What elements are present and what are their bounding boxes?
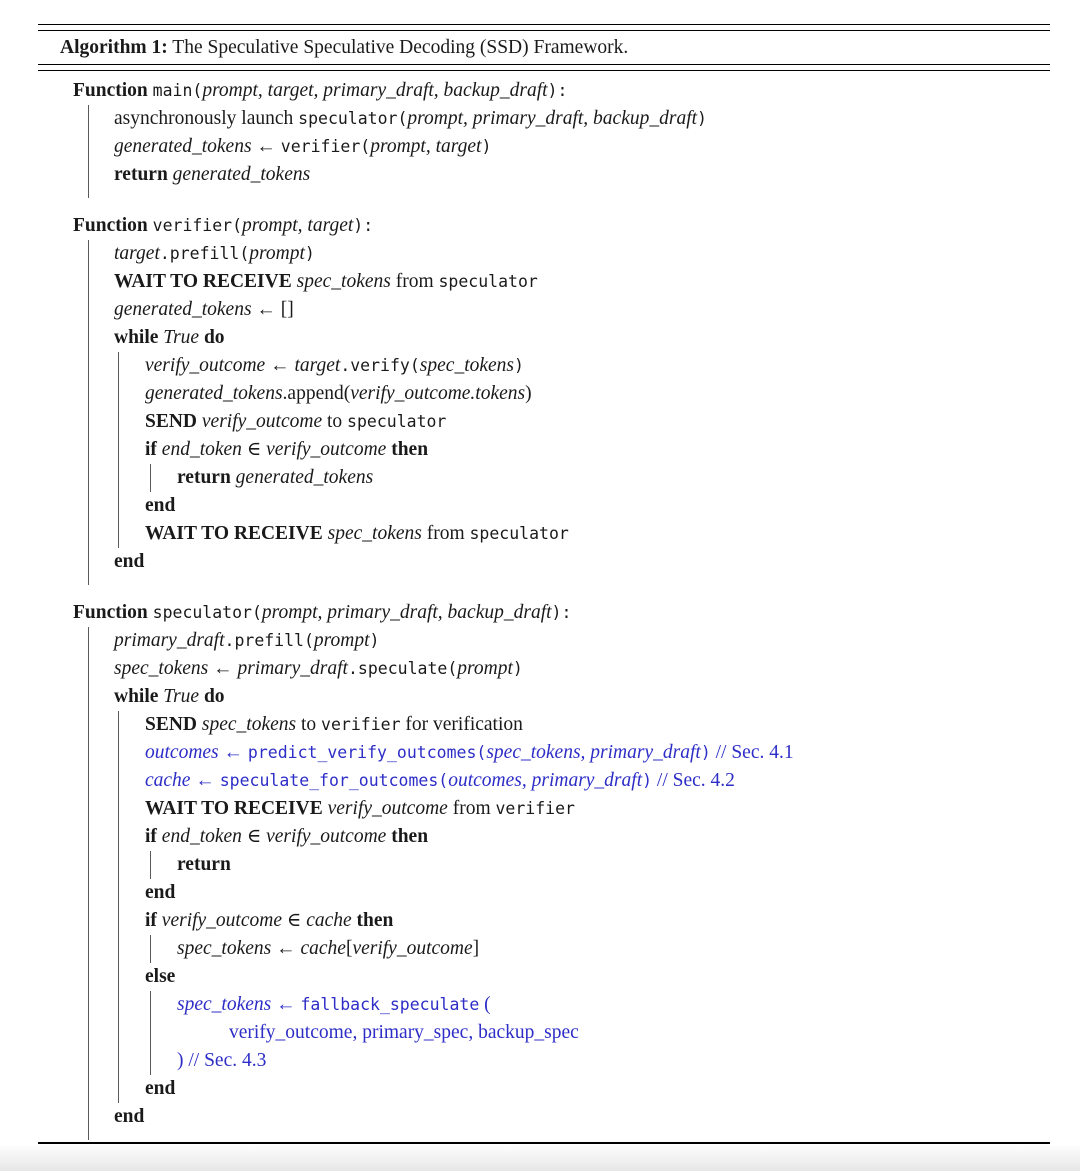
variable-text: verify_outcome — [145, 355, 266, 376]
indent-rule — [150, 851, 177, 879]
indent-rule — [88, 935, 114, 963]
variable-text: True — [163, 327, 200, 348]
algorithm-top-rule — [38, 24, 1050, 31]
variable-text: prompt, target, primary_draft, backup_draft — [202, 80, 548, 101]
indent-rule — [88, 324, 114, 352]
indent-rule — [150, 935, 177, 963]
variable-text: prompt, target — [242, 215, 354, 236]
plain-text: ∈ — [282, 910, 307, 931]
variable-text: spec_tokens — [177, 994, 272, 1015]
algo-line — [38, 851, 1050, 879]
variable-text: generated_tokens — [145, 383, 283, 404]
indent-rule — [118, 767, 145, 795]
keyword-text: if — [145, 439, 162, 460]
code-text: ) — [642, 771, 653, 790]
variable-text: outcomes — [145, 742, 219, 763]
line-text — [114, 296, 294, 324]
variable-text: spec_tokens — [419, 355, 515, 376]
keyword-text: SEND — [145, 714, 202, 735]
variable-text: generated_tokens — [235, 467, 374, 488]
indent-rule — [150, 1047, 177, 1075]
code-text: ): — [547, 81, 568, 100]
variable-text: prompt — [457, 658, 513, 679]
keyword-text: WAIT TO RECEIVE — [114, 271, 297, 292]
algo-line — [38, 627, 1050, 655]
line-text — [145, 711, 523, 739]
variable-text: generated_tokens — [114, 299, 252, 320]
indent-rule — [88, 520, 114, 548]
algo-line — [38, 436, 1050, 464]
plain-text: ( — [479, 994, 491, 1015]
indent-rule — [88, 627, 114, 655]
algo-line — [38, 240, 1050, 268]
indent-rule — [118, 935, 145, 963]
plain-text: ∈ — [241, 826, 267, 847]
line-text — [114, 105, 707, 133]
indent-rule — [88, 823, 114, 851]
indent-rule — [88, 879, 114, 907]
plain-text: for verification — [400, 714, 523, 735]
algorithm-caption-label: Algorithm 1: — [60, 37, 168, 58]
variable-text: cache — [306, 910, 352, 931]
indent-rule — [88, 548, 114, 576]
line-text — [229, 1019, 579, 1047]
keyword-text: WAIT TO RECEIVE — [145, 523, 328, 544]
plain-text: from — [421, 523, 470, 544]
indent-rule — [88, 240, 114, 268]
indent-rule — [118, 795, 145, 823]
line-text — [145, 436, 428, 464]
keyword-text: then — [351, 910, 394, 931]
indent-rule — [88, 1075, 114, 1103]
line-text — [114, 548, 144, 576]
algo-line — [38, 492, 1050, 520]
algo-line — [38, 655, 1050, 683]
line-text — [145, 907, 393, 935]
keyword-text: end — [145, 495, 176, 516]
indent-rule — [88, 795, 114, 823]
indent-rule — [88, 161, 114, 189]
keyword-text: end — [145, 882, 176, 903]
indent-rule — [118, 436, 145, 464]
line-text — [145, 380, 532, 408]
variable-text: spec_tokens — [177, 938, 272, 959]
line-text — [145, 1075, 175, 1103]
code-text: speculator( — [298, 109, 408, 128]
code-text: .verify( — [340, 356, 420, 375]
indent-rule — [118, 907, 145, 935]
indent-rule — [88, 963, 114, 991]
algo-line — [38, 935, 1050, 963]
line-text — [145, 352, 524, 380]
plain-text: ) — [525, 383, 532, 404]
variable-text: generated_tokens — [172, 164, 311, 185]
keyword-text: return — [177, 467, 236, 488]
keyword-text: else — [145, 966, 176, 987]
algo-line — [38, 161, 1050, 189]
line-text — [114, 240, 315, 268]
algo-spacer-line — [38, 189, 1050, 198]
line-text — [177, 935, 479, 963]
indent-rule — [118, 879, 145, 907]
keyword-text: do — [199, 327, 225, 348]
code-text: ) — [700, 743, 711, 762]
indent-rule — [88, 991, 114, 1019]
variable-text: verify_outcome — [161, 910, 282, 931]
indent-rule — [88, 655, 114, 683]
algorithm-caption — [38, 31, 1050, 64]
algo-line — [38, 1103, 1050, 1131]
algo-line — [38, 1047, 1050, 1075]
algorithm-caption-text: The Speculative Speculative Decoding (SSD) Framework. — [167, 37, 629, 58]
line-text — [145, 823, 428, 851]
keyword-text: return — [114, 164, 173, 185]
line-text — [114, 1103, 144, 1131]
line-text — [145, 963, 175, 991]
algo-line — [38, 767, 1050, 795]
algo-line — [38, 711, 1050, 739]
indent-rule — [88, 436, 114, 464]
keyword-text: Function — [73, 602, 153, 623]
plain-text: ← — [218, 742, 248, 763]
code-text: predict_verify_outcomes( — [247, 743, 487, 762]
indent-rule — [118, 963, 145, 991]
keyword-text: return — [177, 854, 231, 875]
algo-line — [38, 795, 1050, 823]
line-text — [145, 520, 569, 548]
algo-line — [38, 1019, 1050, 1047]
code-text: verifier — [495, 799, 575, 818]
indent-rule — [88, 683, 114, 711]
indent-rule — [88, 380, 114, 408]
variable-text: spec_tokens — [114, 658, 209, 679]
algo-line — [38, 296, 1050, 324]
algo-body — [38, 71, 1050, 1142]
indent-rule — [88, 851, 114, 879]
line-text — [73, 212, 373, 240]
algorithm-box — [38, 24, 1050, 1144]
line-text — [73, 599, 571, 627]
variable-text: outcomes, primary_draft — [448, 770, 643, 791]
plain-text: ) // Sec. 4.3 — [177, 1050, 267, 1071]
plain-text: to — [296, 714, 322, 735]
variable-text: verify_outcome — [327, 798, 448, 819]
code-text: verifier( — [280, 137, 371, 156]
indent-rule — [118, 380, 145, 408]
algo-line — [38, 991, 1050, 1019]
indent-rule — [118, 739, 145, 767]
line-text — [145, 767, 735, 795]
indent-rule — [88, 1019, 114, 1047]
algo-line — [38, 599, 1050, 627]
line-text — [114, 324, 225, 352]
indent-rule — [88, 767, 114, 795]
algo-line — [38, 464, 1050, 492]
indent-rule — [88, 1131, 114, 1140]
indent-rule — [88, 739, 114, 767]
algo-line — [38, 105, 1050, 133]
plain-text: verify_outcome, primary_spec, backup_spec — [229, 1022, 579, 1043]
indent-rule — [118, 1075, 145, 1103]
line-text — [145, 879, 175, 907]
variable-text: prompt, target — [370, 136, 482, 157]
plain-text: ← — [251, 136, 281, 157]
algo-line — [38, 408, 1050, 436]
line-text — [73, 77, 567, 105]
code-text: ) — [369, 631, 380, 650]
variable-text: spec_tokens — [201, 714, 297, 735]
code-text: .speculate( — [347, 659, 458, 678]
variable-text: cache — [300, 938, 346, 959]
plain-text: ← — [265, 355, 295, 376]
algo-spacer-line — [38, 576, 1050, 585]
plain-text: ← — [190, 770, 220, 791]
algo-line — [38, 212, 1050, 240]
plain-text: to — [322, 411, 348, 432]
variable-text: spec_tokens, primary_draft — [486, 742, 701, 763]
plain-text: from — [390, 271, 439, 292]
indent-rule — [118, 851, 145, 879]
keyword-text: do — [199, 686, 225, 707]
variable-text: primary_draft — [114, 630, 225, 651]
indent-rule — [88, 268, 114, 296]
indent-rule — [118, 711, 145, 739]
plain-text: // Sec. 4.2 — [652, 770, 735, 791]
plain-text: ] — [472, 938, 480, 959]
line-text — [114, 683, 225, 711]
algo-line — [38, 548, 1050, 576]
variable-text: target — [294, 355, 341, 376]
variable-text: prompt, primary_draft, backup_draft — [261, 602, 552, 623]
keyword-text: Function — [73, 215, 153, 236]
plain-text: // Sec. 4.1 — [710, 742, 794, 763]
algo-line — [38, 963, 1050, 991]
algo-line — [38, 133, 1050, 161]
code-text: ): — [551, 603, 572, 622]
algo-line — [38, 380, 1050, 408]
code-text: ) — [481, 137, 492, 156]
indent-rule — [118, 1019, 145, 1047]
code-text: verifier — [321, 715, 401, 734]
variable-text: prompt — [313, 630, 370, 651]
indent-rule — [88, 907, 114, 935]
indent-rule — [88, 105, 114, 133]
variable-text: cache — [145, 770, 191, 791]
code-text: .prefill( — [159, 244, 250, 263]
line-text — [145, 795, 575, 823]
indent-rule — [88, 1047, 114, 1075]
code-text: ) — [304, 244, 315, 263]
algo-line — [38, 739, 1050, 767]
code-text: ) — [512, 659, 523, 678]
indent-rule — [118, 991, 145, 1019]
algorithm-bottom-rule — [38, 1142, 1050, 1144]
indent-rule — [88, 1103, 114, 1131]
variable-text: target — [114, 243, 160, 264]
code-text: ) — [514, 356, 524, 375]
plain-text: .append( — [282, 383, 351, 404]
indent-rule — [118, 408, 145, 436]
indent-rule — [150, 464, 177, 492]
plain-text: from — [447, 798, 496, 819]
plain-text: ← [] — [251, 299, 294, 320]
keyword-text: SEND — [145, 411, 202, 432]
indent-rule — [88, 464, 114, 492]
indent-rule — [118, 520, 145, 548]
indent-rule — [118, 492, 145, 520]
line-text — [145, 492, 175, 520]
code-text: verifier( — [152, 216, 243, 235]
algo-line — [38, 823, 1050, 851]
variable-text: primary_draft — [237, 658, 348, 679]
indent-rule — [118, 823, 145, 851]
line-text — [177, 851, 231, 879]
line-text — [177, 991, 491, 1019]
plain-text: ← — [208, 658, 238, 679]
algo-line — [38, 683, 1050, 711]
plain-text: asynchronously launch — [114, 108, 299, 129]
indent-rule — [150, 991, 177, 1019]
keyword-text: if — [145, 826, 162, 847]
indent-rule — [150, 1019, 177, 1047]
variable-text: spec_tokens — [327, 523, 422, 544]
indent-rule — [88, 711, 114, 739]
algo-line — [38, 1075, 1050, 1103]
line-text — [114, 268, 538, 296]
line-text — [114, 627, 379, 655]
code-text: speculate_for_outcomes( — [219, 771, 449, 790]
line-text — [145, 408, 446, 436]
plain-text: ← — [271, 994, 301, 1015]
keyword-text: then — [386, 826, 429, 847]
page-bottom-gradient — [0, 1146, 1080, 1171]
algo-line — [38, 352, 1050, 380]
line-text — [114, 655, 523, 683]
indent-rule — [118, 464, 145, 492]
algo-line — [38, 77, 1050, 105]
variable-text: verify_outcome — [201, 411, 323, 432]
algo-spacer-line — [38, 1131, 1050, 1140]
algo-line — [38, 879, 1050, 907]
variable-text: spec_tokens — [296, 271, 391, 292]
indent-rule — [88, 189, 114, 198]
keyword-text: Function — [73, 80, 153, 101]
code-text: ): — [353, 216, 374, 235]
code-text: speculator — [469, 524, 569, 543]
keyword-text: while — [114, 327, 164, 348]
algo-line — [38, 907, 1050, 935]
indent-rule — [118, 1047, 145, 1075]
keyword-text: then — [386, 439, 429, 460]
indent-rule — [88, 352, 114, 380]
code-text: speculator — [347, 412, 447, 431]
code-text: speculator( — [152, 603, 262, 622]
code-text: speculator — [438, 272, 538, 291]
indent-rule — [88, 492, 114, 520]
keyword-text: end — [114, 551, 145, 572]
variable-text: verify_outcome.tokens — [350, 383, 526, 404]
indent-rule — [88, 133, 114, 161]
keyword-text: WAIT TO RECEIVE — [145, 798, 328, 819]
variable-text: True — [163, 686, 200, 707]
variable-text: verify_outcome — [266, 439, 387, 460]
indent-rule — [118, 352, 145, 380]
code-text: ) — [697, 109, 707, 128]
code-text: .prefill( — [224, 631, 314, 650]
keyword-text: if — [145, 910, 162, 931]
line-text — [177, 1047, 266, 1075]
indent-rule — [88, 296, 114, 324]
keyword-text: end — [114, 1106, 145, 1127]
line-text — [114, 133, 491, 161]
variable-text: verify_outcome — [266, 826, 387, 847]
variable-text: end_token — [161, 439, 242, 460]
keyword-text: while — [114, 686, 164, 707]
variable-text: prompt, primary_draft, backup_draft — [407, 108, 698, 129]
indent-rule — [88, 408, 114, 436]
line-text — [145, 739, 794, 767]
variable-text: prompt — [249, 243, 305, 264]
algo-line — [38, 268, 1050, 296]
plain-text: [ — [345, 938, 353, 959]
line-text — [177, 464, 373, 492]
algo-line — [38, 324, 1050, 352]
indent-rule — [88, 576, 114, 585]
algorithm-caption-rule — [38, 64, 1050, 71]
variable-text: generated_tokens — [114, 136, 252, 157]
variable-text: end_token — [161, 826, 242, 847]
algo-line — [38, 520, 1050, 548]
variable-text: verify_outcome — [352, 938, 473, 959]
plain-text: ← — [271, 938, 301, 959]
code-text: main( — [152, 81, 203, 100]
keyword-text: end — [145, 1078, 176, 1099]
plain-text: ∈ — [241, 439, 267, 460]
line-text — [114, 161, 310, 189]
code-text: fallback_speculate — [300, 995, 480, 1014]
